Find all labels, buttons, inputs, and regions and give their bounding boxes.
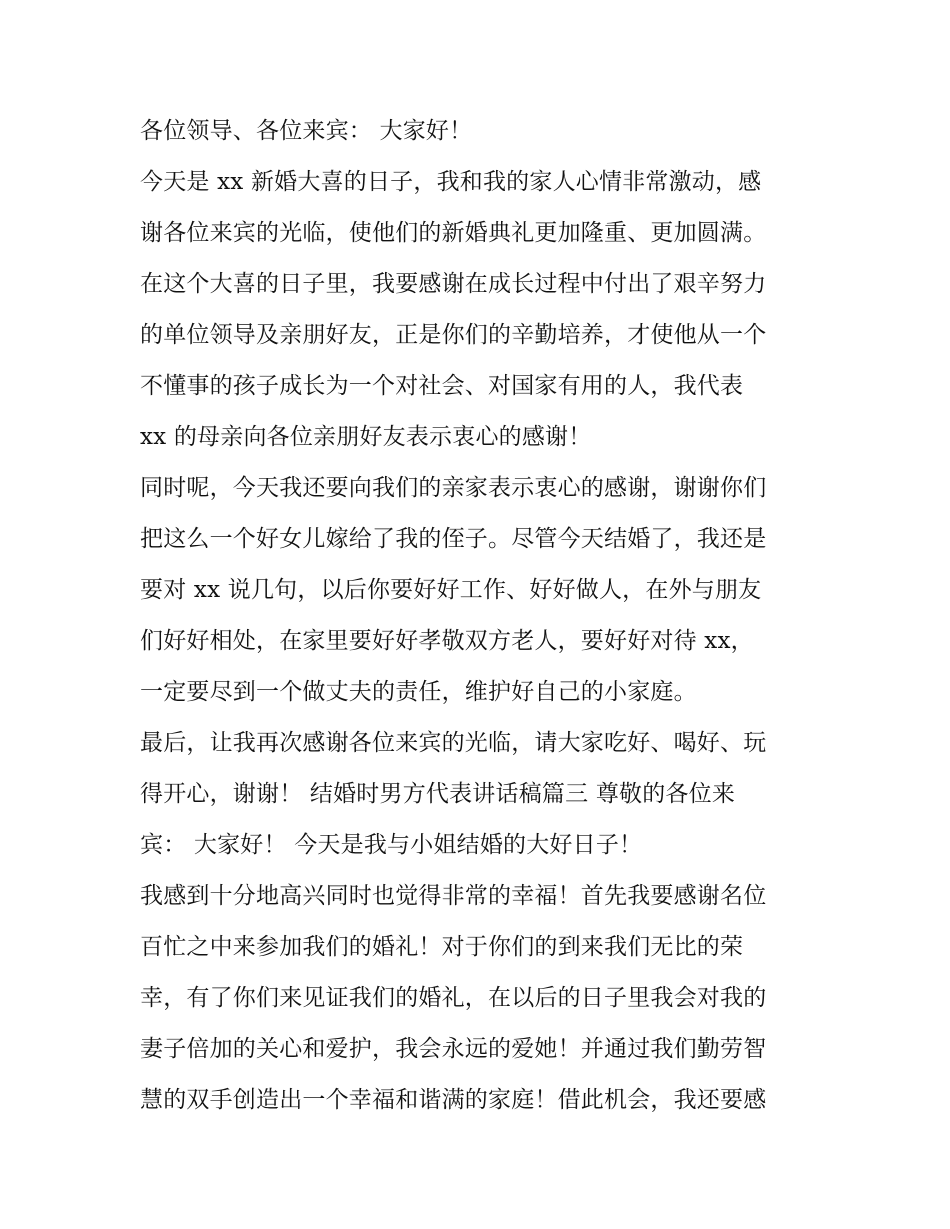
text-line: 慧的双手创造出一个幸福和谐满的家庭！借此机会，我还要感 <box>140 1087 767 1113</box>
text-line: 幸，有了你们来见证我们的婚礼，在以后的日子里我会对我的 <box>140 985 767 1011</box>
text-line: 百忙之中来参加我们的婚礼！对于你们的到来我们无比的荣 <box>140 934 744 960</box>
text-line: 谢各位来宾的光临，使他们的新婚典礼更加隆重、更加圆满。 <box>140 220 767 246</box>
text-line: 宾： 大家好！ 今天是我与小姐结婚的大好日子！ <box>140 832 643 858</box>
text-line: 把这么一个好女儿嫁给了我的侄子。尽管今天结婚了，我还是 <box>140 526 767 552</box>
text-line: 在这个大喜的日子里，我要感谢在成长过程中付出了艰辛努力 <box>140 271 767 297</box>
text-line: 要对 xx 说几句，以后你要好好工作、好好做人，在外与朋友 <box>140 577 762 603</box>
text-line: 各位领导、各位来宾： 大家好！ <box>140 118 473 144</box>
text-line: 我感到十分地高兴同时也觉得非常的幸福！首先我要感谢名位 <box>140 883 767 909</box>
text-line: xx 的母亲向各位亲朋好友表示衷心的感谢！ <box>140 424 592 450</box>
text-line: 们好好相处，在家里要好好孝敬双方老人，要好好对待 xx， <box>140 628 754 654</box>
text-line: 最后，让我再次感谢各位来宾的光临，请大家吃好、喝好、玩 <box>140 730 767 756</box>
text-line: 的单位领导及亲朋好友，正是你们的辛勤培养，才使他从一个 <box>140 322 767 348</box>
text-line: 同时呢，今天我还要向我们的亲家表示衷心的感谢，谢谢你们 <box>140 475 767 501</box>
text-line: 不懂事的孩子成长为一个对社会、对国家有用的人，我代表 <box>140 373 744 399</box>
text-line: 今天是 xx 新婚大喜的日子，我和我的家人心情非常激动，感 <box>140 169 762 195</box>
text-line: 一定要尽到一个做丈夫的责任，维护好自己的小家庭。 <box>140 679 697 705</box>
document-body <box>140 106 820 1126</box>
text-line: 妻子倍加的关心和爱护，我会永远的爱她！并通过我们勤劳智 <box>140 1036 767 1062</box>
text-line: 得开心，谢谢！ 结婚时男方代表讲话稿篇三 尊敬的各位来 <box>140 781 736 807</box>
